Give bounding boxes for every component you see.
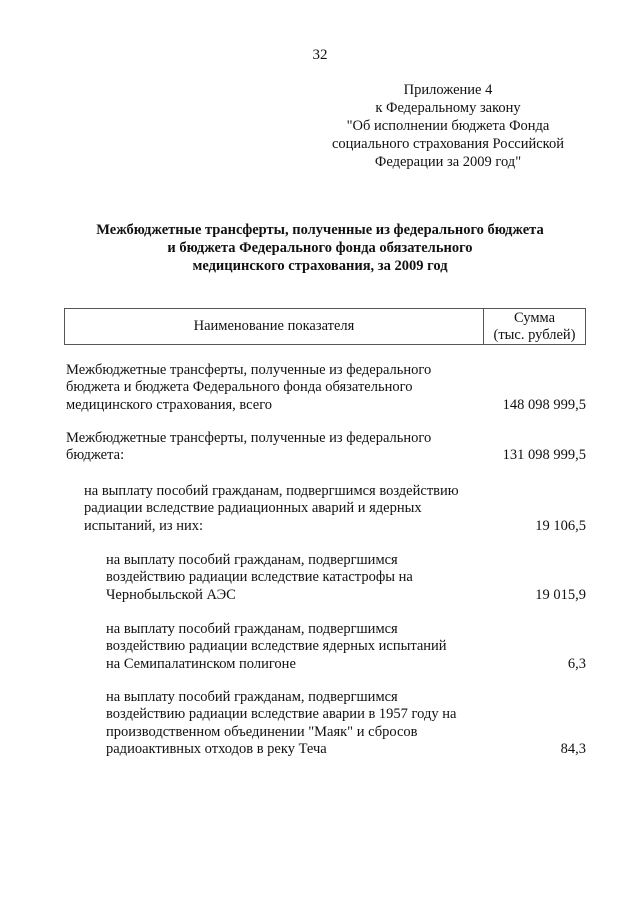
appendix-line: Приложение 4 — [403, 82, 493, 98]
row-label-line: бюджета и бюджета Федерального фонда обязательного — [66, 379, 413, 396]
row-label — [106, 552, 413, 604]
row-label-line: воздействию радиации вследствие аварии в 1957 году на — [106, 706, 457, 723]
row-label — [84, 483, 459, 535]
title-line: и бюджета Федерального фонда обязательного — [167, 240, 473, 256]
column-header-name: Наименование показателя — [193, 318, 355, 334]
row-value: 84,3 — [560, 740, 586, 757]
row-label — [106, 689, 456, 758]
row-label — [66, 362, 431, 414]
row-label-line: на выплату пособий гражданам, подвергшимся — [106, 552, 398, 568]
sum-header-line: (тыс. рублей) — [493, 327, 576, 343]
appendix-line: к Федеральному закону — [375, 100, 521, 116]
row-value: 19 106,5 — [535, 517, 586, 534]
row-label-line: на Семипалатинском полигоне — [106, 655, 296, 672]
row-label — [106, 621, 447, 673]
row-label-line: радиоактивных отходов в реку Теча — [106, 740, 327, 757]
appendix-line: социального страхования Российской — [331, 136, 565, 152]
row-label-line: медицинского страхования, всего — [66, 396, 273, 413]
row-label-line: на выплату пособий гражданам, подвергшимся — [106, 689, 398, 705]
page-number: 32 — [312, 47, 328, 63]
row-label-line: воздействию радиации вследствие катастрофы на — [106, 569, 413, 586]
column-header-sum — [483, 309, 585, 345]
row-label-line: производственном объединении "Маяк" и сбросов — [106, 723, 418, 740]
row-label-line: на выплату пособий гражданам, подвергшимся — [106, 621, 398, 637]
appendix-line: Федерации за 2009 год" — [374, 154, 522, 170]
appendix-caption — [300, 81, 596, 171]
row-label-line: воздействию радиации вследствие ядерных испытаний — [106, 638, 447, 655]
row-label-line: Межбюджетные трансферты, полученные из федерального — [66, 430, 432, 446]
title-line: Межбюджетные трансферты, полученные из федерального бюджета — [96, 222, 544, 238]
sum-header-line: Сумма — [513, 310, 556, 326]
row-value: 148 098 999,5 — [502, 396, 586, 413]
row-label-line: бюджета: — [66, 447, 125, 464]
row-value: 6,3 — [567, 655, 586, 672]
title-line: медицинского страхования, за 2009 год — [192, 258, 448, 274]
row-label-line: испытаний, из них: — [84, 517, 204, 534]
row-label-line: Чернобыльской АЭС — [106, 586, 236, 603]
row-value: 131 098 999,5 — [502, 447, 586, 464]
row-value: 19 015,9 — [535, 586, 586, 603]
row-label — [66, 430, 431, 465]
row-label-line: на выплату пособий гражданам, подвергшимся воздействию — [84, 483, 459, 499]
row-label-line: радиации вследствие радиационных аварий и ядерных — [84, 500, 422, 517]
document-title — [60, 221, 580, 275]
table-header — [64, 308, 586, 345]
appendix-line: "Об исполнении бюджета Фонда — [346, 118, 550, 134]
row-label-line: Межбюджетные трансферты, полученные из федерального — [66, 362, 432, 378]
